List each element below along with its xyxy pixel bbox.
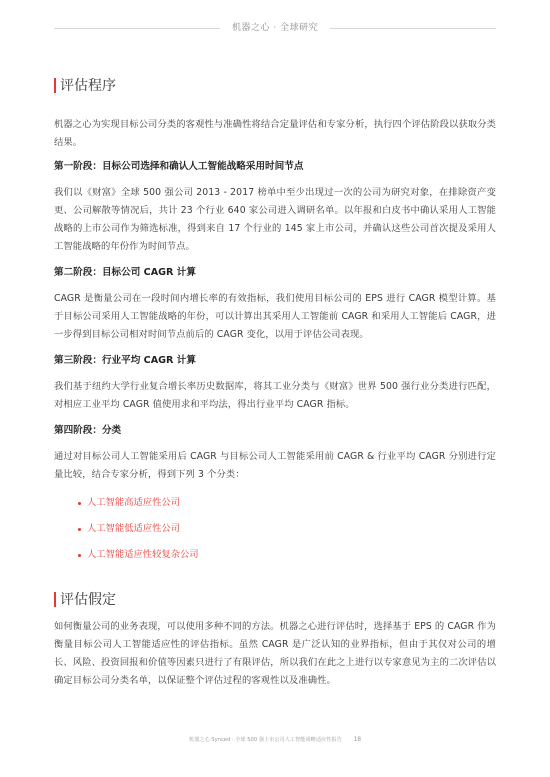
section-title-text: 评估程序	[60, 78, 116, 94]
running-header: 机器之心 · 全球研究	[231, 23, 319, 33]
stage4-body: 通过对目标公司人工智能采用后 CAGR 与目标公司人工智能采用前 CAGR & 行业平均 CAGR 分别进行定量比较，结合专家分析，得到下列 3 个分类：	[54, 451, 496, 480]
stage2-body: CAGR 是衡量公司在一段时间内增长率的有效指标，我们使用目标公司的 EPS 进行 CAGR 模型计算。基于目标公司采用人工智能战略的年份，可以计算出其采用人工智能前 CAGR 和采用人工智能后 CAGR，进一步得到目标公司相对时间节点前后的 CAGR 变化，以用于评估公司表现。	[54, 293, 496, 340]
page-footer	[0, 736, 550, 743]
main-content	[54, 70, 496, 690]
list-item: 人工智能高适应性公司	[78, 490, 496, 516]
footer-text: 机器之心 Synced · 全球 500 强上市公司人工智能战略适应性报告	[188, 737, 342, 743]
header-rule-right	[330, 28, 496, 29]
stage3-body: 我们基于纽约大学行业复合增长率历史数据库，将其工业分类与《财富》世界 500 强行业分类进行匹配，对相应工业平均 CAGR 值使用求和平均法，得出行业平均 CAGR 指标。	[54, 381, 496, 410]
accent-bar	[54, 592, 56, 607]
stage3-title: 第三阶段：行业平均 CAGR 计算	[54, 355, 196, 366]
section-title-process	[54, 76, 496, 94]
stage4-title: 第四阶段：分类	[54, 425, 122, 436]
stage2-title: 第二阶段：目标公司 CAGR 计算	[54, 267, 196, 278]
accent-bar	[54, 78, 56, 93]
page-number: 18	[353, 736, 362, 743]
bullet-icon	[78, 554, 81, 557]
stage1-body: 我们以《财富》全球 500 强公司 2013 - 2017 榜单中至少出现过一次的公司为研究对象，在排除资产变更、公司解散等情况后，共计 23 个行业 640 家公司进入调研名单。以年报和白皮书中确认采用人工智能战略的上市公司作为筛选标准，得到来自 17 个行业的 145 家上市公司，并确认这些公司首次提及采用人工智能战略的年份作为时间节点。	[54, 187, 496, 252]
list-item: 人工智能低适应性公司	[78, 516, 496, 542]
section-title-assumption	[54, 590, 496, 608]
list-item: 人工智能适应性较复杂公司	[78, 542, 496, 568]
bullet-icon	[78, 528, 81, 531]
section-title-text: 评估假定	[60, 592, 116, 608]
process-intro: 机器之心为实现目标公司分类的客观性与准确性将结合定量评估和专家分析，执行四个评估阶段以获取分类结果。	[54, 119, 496, 148]
stage1-title: 第一阶段：目标公司选择和确认人工智能战略采用时间节点	[54, 161, 304, 172]
bullet-icon	[78, 502, 81, 505]
category-list	[54, 490, 496, 568]
assumption-body: 如何衡量公司的业务表现，可以使用多种不同的方法。机器之心进行评估时，选择基于 EPS 的 CAGR 作为衡量目标公司人工智能适应性的评估指标。虽然 CAGR 是广泛认知的业界指标，但由于其仅对公司的增长、风险、投资回报和价值等因素只进行了有限评估，所以我们在此之上进行以专家意见为主的二次评估以确定目标公司分类名单，以保证整个评估过程的客观性以及准确性。	[54, 621, 496, 686]
header-rule-left	[54, 28, 220, 29]
